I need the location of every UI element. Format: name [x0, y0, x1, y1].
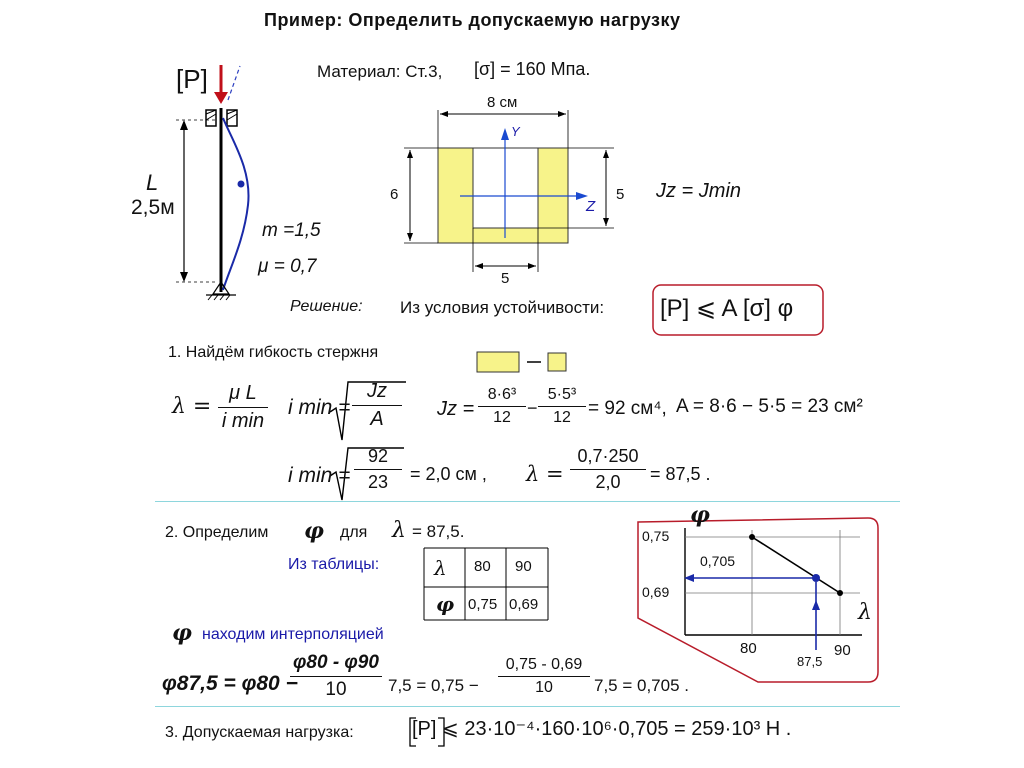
- imin-result: = 2,0 см ,: [410, 464, 487, 484]
- jz-minus: −: [527, 398, 538, 418]
- interp-graph: [684, 528, 862, 650]
- lambda-lhs: λ =: [172, 394, 212, 419]
- imin-value-num: 92: [367, 446, 389, 466]
- axis-z-label: Z: [586, 198, 596, 215]
- material-label: Материал: Ст.3,: [317, 62, 443, 81]
- load-label: [P]: [176, 64, 208, 94]
- step2-heading-c: = 87,5.: [412, 522, 465, 541]
- jz-lhs: Jz =: [437, 398, 475, 420]
- step2-heading-a: 2. Определим: [165, 524, 269, 541]
- condition-formula: [P] ⩽ A [σ] φ: [660, 295, 794, 322]
- imin-sqrt-den: A: [370, 408, 384, 430]
- m-label: m =1,5: [262, 220, 321, 241]
- section-inner-width: 5: [501, 270, 510, 287]
- lambda-value-den: 2,0: [595, 472, 621, 492]
- lambda-value-fraction: [570, 446, 646, 493]
- imin-value-den: 23: [367, 472, 389, 492]
- interp-den: 10: [325, 679, 347, 700]
- imin-sqrt-num: Jz: [367, 380, 387, 402]
- jz-term2-num: 5·5³: [547, 386, 577, 403]
- jz-result: = 92 см⁴,: [588, 398, 667, 419]
- step3-label: 3. Допускаемая нагрузка:: [165, 724, 354, 741]
- graph-ytick-069: 0,69: [642, 584, 670, 600]
- lambda-num: μ L: [229, 382, 257, 404]
- interp-fraction-2: [498, 656, 590, 697]
- interp-den-2: 10: [535, 679, 553, 696]
- table-cell-075: 0,75: [468, 596, 498, 613]
- lambda-symbol: λ: [392, 518, 406, 543]
- jz-term2: [538, 386, 586, 427]
- length-value: 2,5м: [131, 196, 175, 219]
- imin-value-fraction: [354, 446, 402, 493]
- step3-formula: [P] ⩽ 23·10⁻⁴·160·10⁶·0,705 = 259·10³ Н .: [412, 718, 792, 740]
- table-header-lambda: λ: [434, 556, 447, 580]
- table-header-80: 80: [474, 558, 491, 575]
- separator-2: [155, 706, 900, 707]
- graph-interp-value: 0,705: [700, 553, 736, 569]
- outer-rect-icon: [477, 352, 519, 372]
- interp-lhs: φ87,5 = φ80 −: [162, 672, 298, 695]
- axis-y-label: Y: [511, 124, 520, 139]
- table-cell-069: 0,69: [509, 596, 539, 613]
- section-inner-height: 5: [616, 186, 625, 203]
- interp-end: 7,5 = 0,705 .: [594, 676, 689, 695]
- interp-fraction: [290, 652, 382, 701]
- section-width: 8 см: [487, 94, 518, 111]
- step2-heading-b: для: [340, 524, 368, 541]
- jz-jmin: Jz = Jmin: [656, 180, 742, 202]
- phi-symbol-2: φ: [172, 620, 192, 646]
- interp-num-2: 0,75 - 0,69: [505, 656, 583, 673]
- area-equation: A = 8·6 − 5·5 = 23 см²: [676, 396, 863, 417]
- graph-xtick-80: 80: [740, 640, 757, 657]
- interp-mid: 7,5 = 0,75 −: [388, 676, 479, 695]
- phi-symbol: φ: [304, 518, 324, 544]
- interp-text: находим интерполяцией: [202, 626, 384, 643]
- table-header-90: 90: [515, 558, 532, 575]
- length-symbol: L: [146, 170, 159, 195]
- page-title: Пример: Определить допускаемую нагрузку: [264, 10, 681, 30]
- inner-rect-icon: [548, 353, 566, 371]
- cross-section: [404, 110, 614, 272]
- lambda-value-lhs: λ =: [526, 462, 564, 486]
- mu-label: μ = 0,7: [258, 256, 317, 277]
- table-row-phi: φ: [436, 592, 455, 616]
- section-height: 6: [390, 186, 399, 203]
- lambda-result: = 87,5 .: [650, 464, 711, 484]
- step1-heading: 1. Найдём гибкость стержня: [168, 344, 379, 361]
- lambda-value-num: 0,7·250: [577, 446, 639, 466]
- graph-x-axis-label: λ: [858, 600, 872, 625]
- jz-term1-den: 12: [493, 409, 511, 426]
- graph-interp-x: 87,5: [797, 654, 823, 669]
- interp-num: φ80 - φ90: [293, 652, 379, 673]
- lambda-fraction: [218, 382, 268, 433]
- jz-term1: [478, 386, 526, 427]
- jz-term2-den: 12: [553, 409, 571, 426]
- separator-1: [155, 501, 900, 502]
- imin-value-lhs: i min =: [288, 464, 351, 487]
- lambda-den: i min: [221, 410, 265, 432]
- solution-label: Решение:: [290, 298, 363, 315]
- condition-text: Из условия устойчивости:: [400, 298, 605, 317]
- graph-ytick-075: 0,75: [642, 528, 670, 544]
- jz-term1-num: 8·6³: [487, 386, 517, 403]
- column-sketch: [176, 65, 249, 300]
- graph-xtick-90: 90: [834, 642, 851, 659]
- allowable-stress: [σ] = 160 Мпа.: [474, 59, 591, 79]
- imin-lhs: i min =: [288, 396, 351, 419]
- imin-sqrt-fraction: [352, 380, 402, 431]
- table-label: Из таблицы:: [288, 556, 380, 573]
- graph-y-axis-label: φ: [690, 502, 710, 528]
